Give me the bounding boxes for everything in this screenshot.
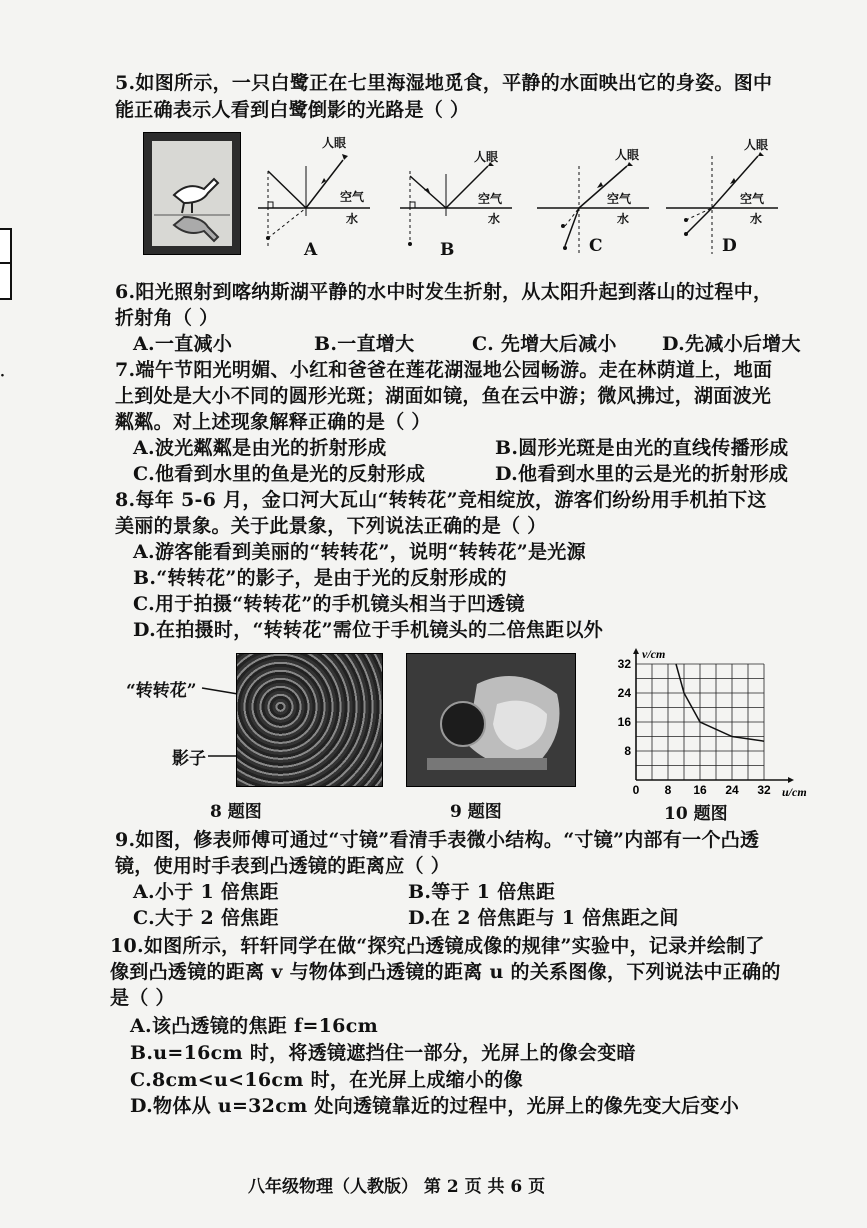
x-tick-label: 8	[664, 783, 672, 797]
y-tick-label: 8	[624, 744, 631, 758]
y-axis-arrow	[633, 648, 639, 654]
q9-stem-line2: 镜，使用时手表到凸透镜的距离应（ ）	[115, 855, 451, 877]
eye-label-c: 人眼	[615, 148, 640, 162]
q10-option-d: D.物体从 u=32cm 处向透镜靠近的过程中，光屏上的像先变大后变小	[130, 1095, 739, 1117]
q8-option-d: D.在拍摄时，“转转花”需位于手机镜头的二倍焦距以外	[133, 619, 604, 641]
fig8-caption: 8 题图	[210, 802, 262, 822]
flower-photo	[236, 653, 383, 787]
q9-stem-line1: 9.如图，修表师傅可通过“寸镜”看清手表微小结构。“寸镜”内部有一个凸透	[115, 829, 760, 851]
fig8-flower-label: “转转花”	[126, 681, 197, 701]
fig10-chart	[608, 648, 818, 798]
fig8-shadow-label: 影子	[172, 749, 206, 769]
q10-option-b: B.u=16cm 时，将透镜遮挡住一部分，光屏上的像会变暗	[130, 1042, 636, 1064]
q6-stem-line1: 6.阳光照射到喀纳斯湖平静的水中时发生折射，从太阳升起到落山的过程中，	[115, 281, 773, 303]
binding-mark-bottom	[0, 262, 12, 300]
uv-graph	[608, 648, 818, 798]
q7-option-d: D.他看到水里的云是光的折射形成	[495, 463, 789, 485]
q8-stem-line1: 8.每年 5-6 月，金口河大瓦山“转转花”竞相绽放，游客们纷纷用手机拍下这	[115, 489, 767, 511]
q7-option-c: C.他看到水里的鱼是光的反射形成	[133, 463, 426, 485]
x-tick-label: 32	[757, 783, 771, 797]
air-label-d: 空气	[740, 192, 765, 206]
eye-label-d: 人眼	[744, 138, 769, 152]
option-label-c: C	[589, 236, 603, 256]
watch-repair-photo	[406, 653, 576, 787]
air-label-a: 空气	[340, 190, 365, 204]
y-tick-label: 16	[617, 715, 631, 729]
q6-option-d: D.先减小后增大	[662, 333, 801, 355]
q7-option-b: B.圆形光斑是由光的直线传播形成	[495, 437, 789, 459]
margin-dot: ·	[0, 368, 5, 384]
x-tick-label: 24	[725, 783, 739, 797]
q9-option-a: A.小于 1 倍焦距	[133, 881, 279, 903]
q10-option-c: C.8cm<u<16cm 时，在光屏上成缩小的像	[130, 1069, 523, 1091]
page-footer: 八年级物理（人教版） 第 2 页 共 6 页	[248, 1177, 546, 1197]
option-label-d: D	[722, 236, 737, 256]
q9-option-d: D.在 2 倍焦距与 1 倍焦距之间	[408, 907, 679, 929]
egret-photo	[143, 132, 241, 255]
eye-label-b: 人眼	[474, 150, 499, 164]
q7-option-a: A.波光粼粼是由光的折射形成	[133, 437, 387, 459]
air-label-c: 空气	[607, 192, 632, 206]
y-tick-label: 24	[617, 686, 631, 700]
q10-stem-line2: 像到凸透镜的距离 v 与物体到凸透镜的距离 u 的关系图像，下列说法中正确的	[110, 961, 781, 983]
q10-stem-line1: 10.如图所示，轩轩同学在做“探究凸透镜成像的规律”实验中，记录并绘制了	[110, 935, 765, 957]
q6-stem-line2: 折射角（ ）	[115, 307, 219, 329]
q7-stem-line2: 上到处是大小不同的圆形光斑；湖面如镜，鱼在云中游；微风拂过，湖面波光	[115, 385, 772, 407]
q8-option-a: A.游客能看到美丽的“转转花”，说明“转转花”是光源	[133, 541, 586, 563]
q7-stem-line3: 粼粼。对上述现象解释正确的是（ ）	[115, 411, 431, 433]
q5-stem-line2: 能正确表示人看到白鹭倒影的光路是（ ）	[115, 99, 470, 121]
q6-option-b: B.一直增大	[314, 333, 415, 355]
y-axis-label: v/cm	[642, 648, 666, 661]
q10-stem-line3: 是（ ）	[110, 987, 175, 1009]
water-label-b: 水	[488, 212, 501, 226]
y-tick-label: 32	[617, 657, 631, 671]
option-label-a: A	[304, 240, 318, 260]
q5-stem-line1: 5.如图所示，一只白鹭正在七里海湿地觅食，平静的水面映出它的身姿。图中	[115, 72, 773, 94]
q7-stem-line1: 7.端午节阳光明媚、小红和爸爸在莲花湖湿地公园畅游。走在林荫道上，地面	[115, 359, 773, 381]
q9-option-b: B.等于 1 倍焦距	[408, 881, 556, 903]
fig10-caption: 10 题图	[664, 804, 728, 824]
x-tick-label: 16	[693, 783, 707, 797]
ray-diagram-c	[537, 136, 657, 258]
series-line	[676, 664, 764, 741]
ray-diagram-a	[258, 136, 378, 258]
ray-diagram-b	[400, 136, 520, 258]
option-label-b: B	[440, 240, 455, 260]
fig8-flower-pointer	[200, 680, 240, 700]
x-tick-label: 0	[632, 783, 640, 797]
q6-option-c: C. 先增大后减小	[472, 333, 617, 355]
q8-option-c: C.用于拍摄“转转花”的手机镜头相当于凹透镜	[133, 593, 525, 615]
q8-stem-line2: 美丽的景象。关于此景象，下列说法正确的是（ ）	[115, 515, 547, 537]
eye-label-a: 人眼	[322, 136, 347, 150]
x-axis-label: u/cm	[782, 785, 807, 798]
water-label-c: 水	[617, 212, 630, 226]
fig9-caption: 9 题图	[450, 802, 502, 822]
air-label-b: 空气	[478, 192, 503, 206]
x-axis-arrow	[788, 777, 794, 783]
q6-option-a: A.一直减小	[133, 333, 233, 355]
water-label-a: 水	[346, 212, 359, 226]
water-label-d: 水	[750, 212, 763, 226]
q9-option-c: C.大于 2 倍焦距	[133, 907, 279, 929]
q8-option-b: B.“转转花”的影子，是由于光的反射形成的	[133, 567, 507, 589]
ray-diagram-d	[666, 136, 786, 258]
binding-mark-top	[0, 228, 12, 266]
q10-option-a: A.该凸透镜的焦距 f=16cm	[130, 1015, 378, 1037]
